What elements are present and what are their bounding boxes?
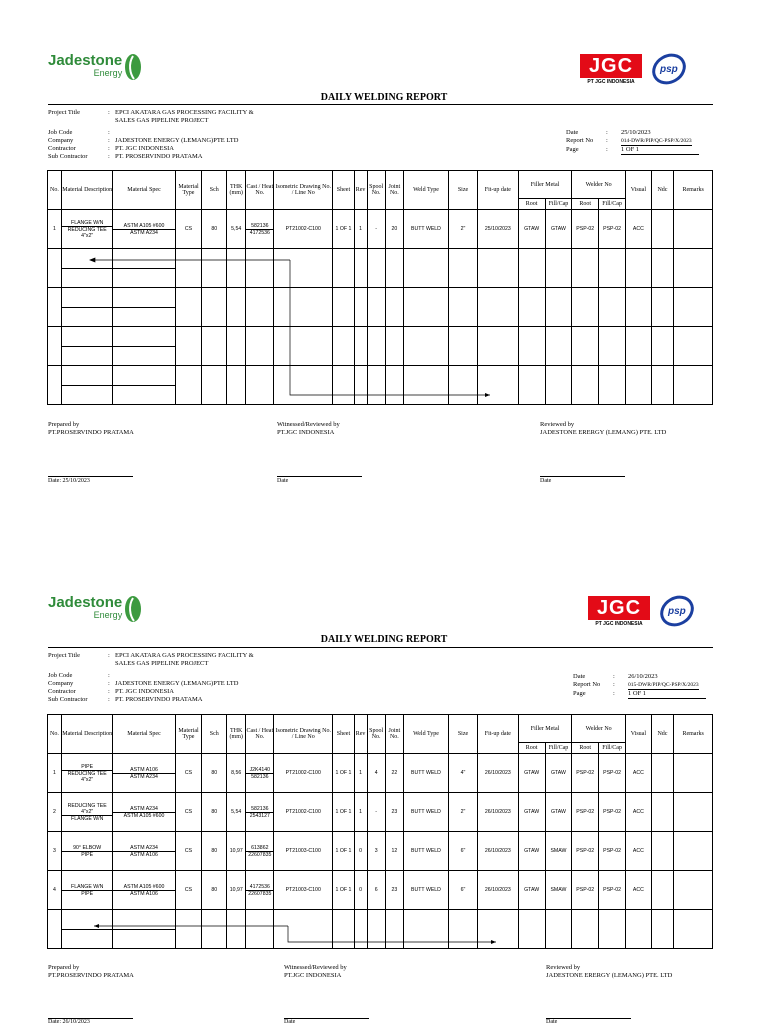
weld-table: No. Material Description Material Spec Material Type Sch THK (mm) Cast / Heat No. Isometric Drawing No. / Line No Sheet Rev Spool No. Joint No. Weld Type Size Fit-up date Filler Metal Welder No Visual Ndc Remarks Root Fill/Cap Root Fill/Cap 1 PIPE REDUCING TEE 4"x2" ASTM A106 ASTM A234 CS 80 8,56 J2K4140 582136 PT21002-C100 1 OF 1 1 4 22 BUTT WELD 4" 26/10/2023 GTAW GTAW PSP-02 PSP-02 ACC 2 REDUCING TEE 4"x2" FLANGE W/N ASTM A234 ASTM A105 #600 CS 80 5,54 582136 2543127 PT21002-C100 1 OF 1 1 - 23 BUTT WELD 2" 26/10/2023 GTAW GTAW PSP-02 PSP-02 ACC 3 90° ELBOW PIPE ASTM A234 ASTM A106 CS 80 10,97 613862 22607835 PT21003-C100 1 OF 1 0 3 12 BUTT WELD 6" 26/10/2023 GTAW SMAW PSP-02 PSP-02 ACC 4 FLANGE W/N PIPE ASTM A105 #600 ASTM A106 CS 80 10,97 4172536 22607835 PT21003-C100 1 OF 1 0 6 23 BUTT WELD 6" 26/10/2023 GTAW SMAW PSP-02 PSP-02 ACC bbox=[47, 714, 713, 949]
prepared-date: Date: 25/10/2023 bbox=[48, 478, 90, 484]
witnessed-by: Witnessed/Reviewed by PT.JGC INDONESIA bbox=[277, 421, 340, 436]
table-row: 4 FLANGE W/N PIPE ASTM A105 #600 ASTM A106 CS 80 10,97 4172536 22607835 PT21003-C100 1 OF 1 0 6 23 BUTT WELD 6" 26/10/2023 GTAW SMAW PSP-02 PSP-02 ACC bbox=[48, 871, 713, 910]
table-row: 1 FLANGE W/N REDUCING TEE 4"x2" ASTM A105 #600 ASTM A234 CS 80 5,54 582136 4172536 PT21002-C100 1 OF 1 1 - 20 BUTT WELD 2" 25/10/2023 GTAW GTAW PSP-02 PSP-02 ACC bbox=[48, 210, 713, 249]
project-info: Project Title : EPCI AKATARA GAS PROCESSING FACILITY & SALES GAS PIPELINE PROJECT Job Code : Company : JADESTONE ENERGY (LEMANG)PTE LTD Contractor : PT. JGC INDONESIA Sub Contractor : PT. PROSERVINDO PRATAMA bbox=[48, 109, 254, 160]
reviewed-by: Reviewed by JADESTONE ERERGY (LEMANG) PTE. LTD bbox=[540, 421, 667, 436]
project-info: Project Title : EPCI AKATARA GAS PROCESSING FACILITY & SALES GAS PIPELINE PROJECT Job Code : Company : JADESTONE ENERGY (LEMANG)PTE LTD Contractor : PT. JGC INDONESIA Sub Contractor : PT. PROSERVINDO PRATAMA bbox=[48, 652, 254, 703]
jadestone-logo: Jadestone Energy bbox=[48, 52, 144, 82]
witnessed-by: Witnessed/Reviewed by PT.JGC INDONESIA bbox=[284, 964, 347, 979]
report-meta: Date : 25/10/2023 Report No : 014-DWR/PIP/QC-PSP/X/2023 Page : 1 OF 1 bbox=[566, 129, 699, 155]
table-row: 2 REDUCING TEE 4"x2" FLANGE W/N ASTM A234 ASTM A105 #600 CS 80 5,54 582136 2543127 PT21002-C100 1 OF 1 1 - 23 BUTT WELD 2" 26/10/2023 GTAW GTAW PSP-02 PSP-02 ACC bbox=[48, 793, 713, 832]
table-row: 1 PIPE REDUCING TEE 4"x2" ASTM A106 ASTM A234 CS 80 8,56 J2K4140 582136 PT21002-C100 1 OF 1 1 4 22 BUTT WELD 4" 26/10/2023 GTAW GTAW PSP-02 PSP-02 ACC bbox=[48, 754, 713, 793]
report-2: Jadestone Energy JGC PT JGC INDONESIA psp DAILY WELDING REPORT Project Title : EPCI AKATARA GAS PROCESSING FACILITY & SALES GAS PIPELINE PROJECT Job Code : Company : JADESTONE ENERGY (LEMANG)PTE LTD Contractor : PT. JGC INDONESIA Sub Contractor : PT. PROSERVINDO PRATAMA Date : 26/10/2023 Report No : 015-DWR/PIP/QC-PSP/X/2023 Page : 1 OF 1 No. Material Description Material Spec Material Type Sch THK (mm) Cast / Heat No. Isometric Drawing No. / Line No Sheet Rev Spool No. Joint No. Weld Type Size Fit-up date Filler Metal Welder No Visual Ndc Remarks Root Fill/Cap Root Fill/Cap 1 PIPE REDUCING TEE 4"x2" ASTM A106 ASTM A234 CS 80 8,56 J2K4140 582136 PT21002-C100 1 OF 1 1 4 22 BUTT WELD 4" 26/10/2023 GTAW GTAW PSP-02 PSP-02 ACC 2 REDUCING TEE 4"x2" FLANGE W/N ASTM A234 ASTM A105 #600 CS 80 5,54 582136 2543127 PT21002-C100 1 OF 1 1 - 23 BUTT WELD 2" 26/10/2023 GTAW GTAW PSP-02 PSP-02 ACC 3 90° ELBOW PIPE ASTM A234 ASTM A106 CS 80 10,97 613862 22607835 PT21003-C100 1 OF 1 0 3 12 BUTT WELD 6" 26/10/2023 GTAW SMAW PSP-02 PSP-02 ACC 4 FLANGE W/N PIPE ASTM A105 #600 ASTM A106 CS 80 10,97 4172536 22607835 PT21003-C100 1 OF 1 0 6 23 BUTT WELD 6" 26/10/2023 GTAW SMAW PSP-02 PSP-02 ACC Prepared by PT.PROSERVINDO PRATAMA Witnessed/Reviewed by PT.JGC INDONESIA Reviewed by JADESTONE ERERGY (LEMANG) PTE. LTD Date: 26/10/2023 Date Date bbox=[0, 0, 768, 1024]
table-row: 3 90° ELBOW PIPE ASTM A234 ASTM A106 CS 80 10,97 613862 22607835 PT21003-C100 1 OF 1 0 3 12 BUTT WELD 6" 26/10/2023 GTAW SMAW PSP-02 PSP-02 ACC bbox=[48, 832, 713, 871]
prepared-by: Prepared by PT.PROSERVINDO PRATAMA bbox=[48, 421, 134, 436]
leaf-icon bbox=[122, 594, 144, 624]
report-title: DAILY WELDING REPORT bbox=[320, 92, 448, 103]
report-1: Jadestone Energy JGC PT JGC INDONESIA psp DAILY WELDING REPORT Project Title : EPCI AKATARA GAS PROCESSING FACILITY & SALES GAS PIPELINE PROJECT Job Code : Company : JADESTONE ENERGY (LEMANG)PTE LTD Contractor : PT. JGC INDONESIA Sub Contractor : PT. PROSERVINDO PRATAMA Date : 25/10/2023 Report No : 014-DWR/PIP/QC-PSP/X/2023 Page : 1 OF 1 No. Material Description Material Spec Material Type Sch THK (mm) Cast / Heat No. Isometric Drawing No. / Line No Sheet Rev Spool No. Joint No. Weld Type Size Fit-up date Filler Metal Welder No Visual Ndc Remarks Root Fill/Cap Root Fill/Cap 1 FLANGE W/N REDUCING TEE 4"x2" ASTM A105 #600 ASTM A234 CS 80 5,54 582136 4172536 PT21002-C100 1 OF 1 1 - 20 BUTT WELD 2" 25/10/2023 GTAW GTAW PSP-02 PSP-02 ACC Prepared by PT.PROSERVINDO PRATAMA Witnessed/Reviewed by PT.JGC INDONESIA Reviewed by JADESTONE ERERGY (LEMANG) PTE. LTD Date: 25/10/2023 Date Date bbox=[0, 0, 768, 512]
report-title: DAILY WELDING REPORT bbox=[320, 634, 448, 645]
svg-text:psp: psp bbox=[660, 64, 678, 75]
contractor-logos bbox=[588, 594, 696, 628]
report-meta: Date : 26/10/2023 Report No : 015-DWR/PIP/QC-PSP/X/2023 Page : 1 OF 1 bbox=[573, 673, 706, 699]
prepared-date: Date: 26/10/2023 bbox=[48, 1019, 90, 1025]
psp-logo bbox=[658, 594, 696, 628]
jgc-logo: JGC PT JGC INDONESIA bbox=[588, 596, 650, 627]
void-arrow bbox=[88, 920, 508, 950]
svg-text:psp: psp bbox=[668, 606, 686, 617]
weld-table: No. Material Description Material Spec Material Type Sch THK (mm) Cast / Heat No. Isometric Drawing No. / Line No Sheet Rev Spool No. Joint No. Weld Type Size Fit-up date Filler Metal Welder No Visual Ndc Remarks Root Fill/Cap Root Fill/Cap 1 FLANGE W/N REDUCING TEE 4"x2" ASTM A105 #600 ASTM A234 CS 80 5,54 582136 4172536 PT21002-C100 1 OF 1 1 - 20 BUTT WELD 2" 25/10/2023 GTAW GTAW PSP-02 PSP-02 ACC bbox=[47, 170, 713, 405]
jgc-logo: JGC PT JGC INDONESIA bbox=[580, 54, 642, 85]
reviewed-by: Reviewed by JADESTONE ERERGY (LEMANG) PTE. LTD bbox=[546, 964, 673, 979]
prepared-by: Prepared by PT.PROSERVINDO PRATAMA bbox=[48, 964, 134, 979]
jadestone-logo: Jadestone Energy bbox=[48, 594, 144, 624]
